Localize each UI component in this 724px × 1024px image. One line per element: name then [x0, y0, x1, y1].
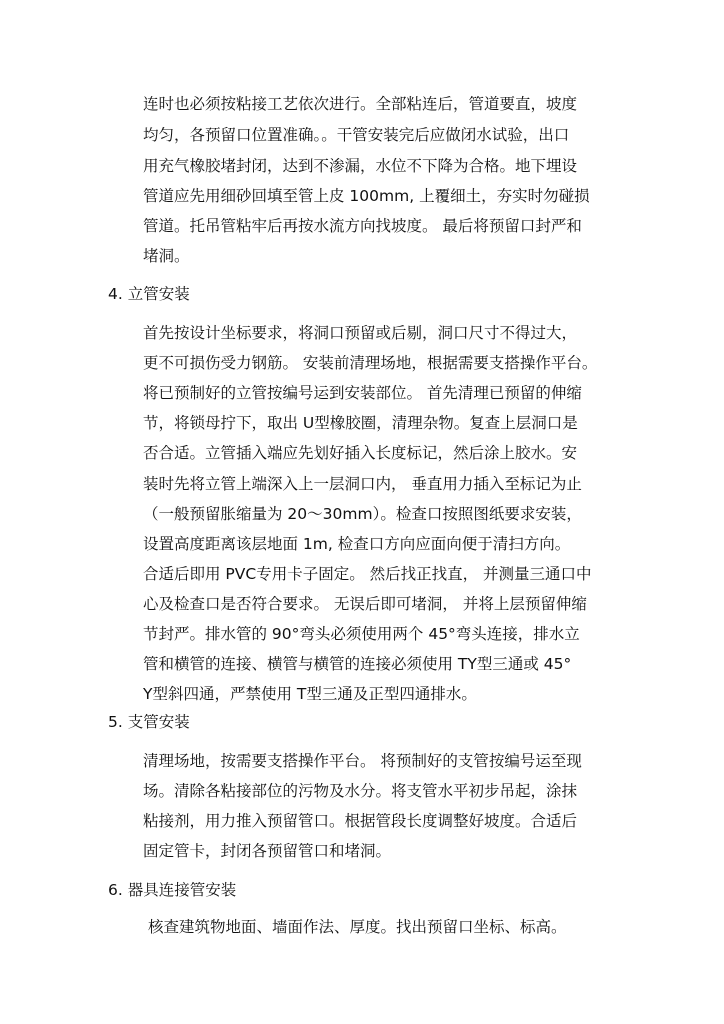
paragraph-line: 连时也必须按粘接工艺依次进行。全部粘连后，管道要直，坡度: [143, 95, 578, 113]
section-title: 立管安装: [127, 285, 190, 303]
paragraph-line: 固定管卡，封闭各预留管口和堵洞。: [143, 842, 392, 860]
paragraph-line: （一般预留胀缩量为 20～30mm）。检查口按照图纸要求安装，: [143, 505, 582, 523]
paragraph-line: Y型斜四通，严禁使用 T型三通及正型四通排水。: [143, 685, 477, 703]
section-heading: [108, 712, 190, 732]
paragraph-line: 否合适。立管插入端应先划好插入长度标记，然后涂上胶水。安: [143, 444, 578, 462]
paragraph-line: 均匀，各预留口位置准确。。干管安装完后应做闭水试验，出口: [143, 126, 570, 144]
paragraph-line: 设置高度距离该层地面 1m, 检查口方向应面向便于清扫方向。: [143, 535, 571, 553]
paragraph-line: 场。清除各粘接部位的污物及水分。将支管水平初步吊起，涂抹: [143, 782, 578, 800]
paragraph-line: 粘接剂，用力推入预留管口。根据管段长度调整好坡度。合适后: [143, 812, 578, 830]
paragraph-line: 节封严。排水管的 90°弯头必须使用两个 45°弯头连接，排水立: [143, 625, 580, 643]
paragraph-line: 装时先将立管上端深入上一层洞口内， 垂直用力插入至标记为止: [143, 475, 582, 493]
paragraph-line: 节，将锁母拧下，取出 U型橡胶圈，清理杂物。复查上层洞口是: [143, 414, 578, 432]
section-number: 5.: [108, 713, 123, 731]
section-number: 6.: [108, 881, 123, 899]
paragraph-line: 合适后即用 PVC专用卡子固定。 然后找正找直， 并测量三通口中: [143, 565, 592, 583]
section-heading: [108, 880, 236, 900]
paragraph-line: 清理场地，按需要支搭操作平台。 将预制好的支管按编号运至现: [143, 752, 582, 770]
section-number: 4.: [108, 285, 123, 303]
paragraph-line: 管道。托吊管粘牢后再按水流方向找坡度。 最后将预留口封严和: [143, 217, 582, 235]
paragraph-line: 管和横管的连接、横管与横管的连接必须使用 TY型三通或 45°: [143, 655, 572, 673]
paragraph-line: 核查建筑物地面、墙面作法、厚度。找出预留口坐标、标高。: [148, 918, 567, 936]
paragraph-line: 管道应先用细砂回填至管上皮 100mm, 上覆细土，夯实时勿碰损: [143, 187, 590, 205]
section-heading: [108, 284, 190, 304]
paragraph-line: 更不可损伤受力钢筋。 安装前清理场地，根据需要支搭操作平台。: [143, 354, 598, 372]
section-title: 支管安装: [127, 713, 190, 731]
section-title: 器具连接管安装: [127, 881, 237, 899]
paragraph-line: 堵洞。: [143, 247, 190, 265]
paragraph-line: 首先按设计坐标要求，将洞口预留或后剔，洞口尺寸不得过大，: [143, 324, 578, 342]
paragraph-line: 用充气橡胶堵封闭，达到不渗漏，水位不下降为合格。地下埋设: [143, 157, 578, 175]
paragraph-line: 将已预制好的立管按编号运到安装部位。 首先清理已预留的伸缩: [143, 384, 582, 402]
paragraph-line: 心及检查口是否符合要求。 无误后即可堵洞， 并将上层预留伸缩: [143, 595, 587, 613]
